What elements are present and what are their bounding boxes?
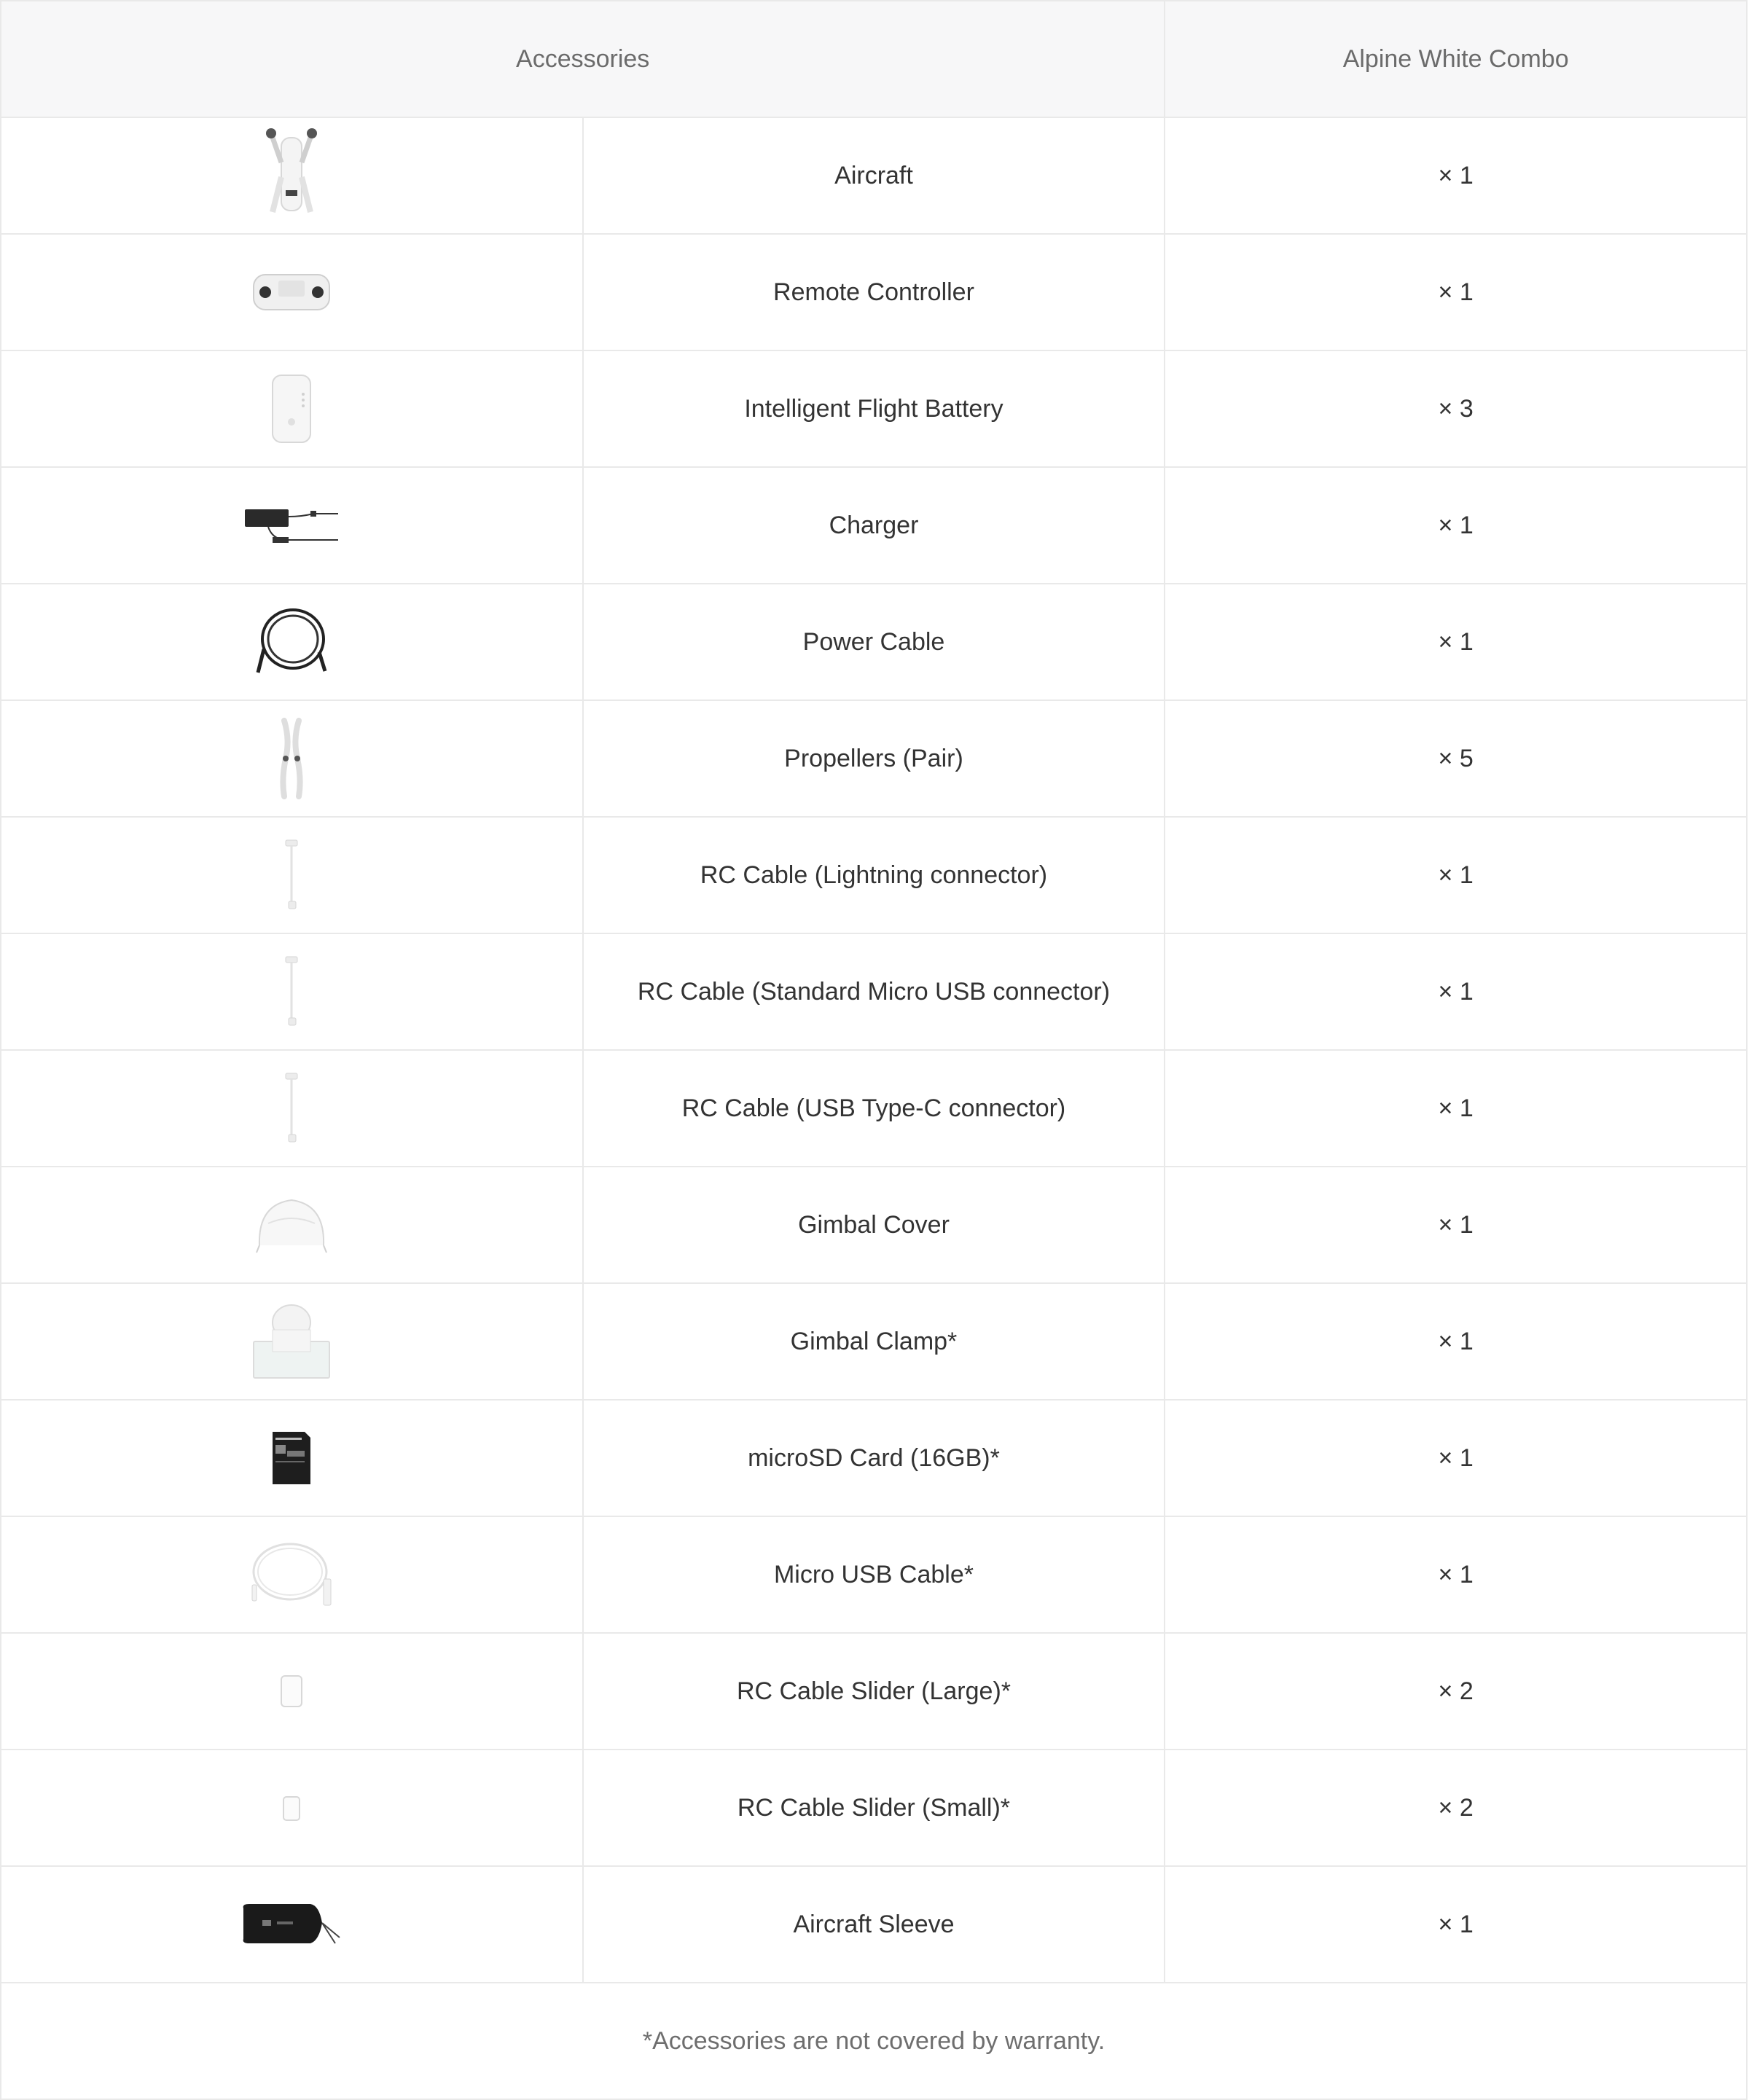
- item-quantity: × 1: [1165, 1516, 1747, 1633]
- cable-slider-large-icon: [279, 1674, 304, 1709]
- item-quantity: × 2: [1165, 1633, 1747, 1750]
- item-name: Power Cable: [583, 584, 1165, 700]
- table-row: [1, 467, 1747, 584]
- rc-cable-icon: [281, 839, 302, 912]
- table-header: [1, 1, 1747, 117]
- usb-cable-icon: [248, 1538, 335, 1611]
- table-body: [1, 117, 1747, 1983]
- aircraft-icon: [262, 126, 321, 225]
- microsd-card-icon: [270, 1429, 313, 1487]
- item-quantity: × 1: [1165, 467, 1747, 584]
- item-quantity: × 3: [1165, 350, 1747, 467]
- item-quantity: × 1: [1165, 584, 1747, 700]
- cable-slider-small-icon: [281, 1795, 302, 1822]
- item-quantity: × 5: [1165, 700, 1747, 817]
- table-row: [1, 1167, 1747, 1283]
- header-row: [1, 1, 1747, 117]
- item-quantity: × 1: [1165, 1400, 1747, 1516]
- item-name: RC Cable Slider (Small)*: [583, 1750, 1165, 1866]
- table-row: [1, 1400, 1747, 1516]
- item-image-cell: [1, 584, 583, 700]
- item-image-cell: [1, 700, 583, 817]
- item-quantity: × 1: [1165, 1050, 1747, 1167]
- table-row: [1, 1750, 1747, 1866]
- item-name: RC Cable Slider (Large)*: [583, 1633, 1165, 1750]
- item-name: RC Cable (Standard Micro USB connector): [583, 933, 1165, 1050]
- item-image-cell: [1, 817, 583, 933]
- item-quantity: × 1: [1165, 817, 1747, 933]
- item-name: RC Cable (USB Type-C connector): [583, 1050, 1165, 1167]
- item-name: Propellers (Pair): [583, 700, 1165, 817]
- rc-cable-icon: [281, 955, 302, 1028]
- table-row: [1, 1633, 1747, 1750]
- aircraft-sleeve-icon: [240, 1901, 343, 1948]
- table-row: [1, 350, 1747, 467]
- item-image-cell: [1, 467, 583, 584]
- charger-icon: [243, 504, 340, 547]
- propellers-icon: [275, 718, 308, 799]
- item-name: Micro USB Cable*: [583, 1516, 1165, 1633]
- table-row: [1, 584, 1747, 700]
- table-row: [1, 1050, 1747, 1167]
- table-footer: [1, 1983, 1747, 2099]
- item-image-cell: [1, 1283, 583, 1400]
- power-cable-icon: [254, 606, 329, 678]
- item-quantity: × 1: [1165, 1167, 1747, 1283]
- item-image-cell: [1, 117, 583, 234]
- item-quantity: × 2: [1165, 1750, 1747, 1866]
- item-quantity: × 1: [1165, 1866, 1747, 1983]
- gimbal-cover-icon: [254, 1194, 329, 1255]
- item-name: RC Cable (Lightning connector): [583, 817, 1165, 933]
- item-image-cell: [1, 1750, 583, 1866]
- footer-row: [1, 1983, 1747, 2099]
- rc-cable-icon: [281, 1072, 302, 1145]
- item-name: Aircraft: [583, 117, 1165, 234]
- item-name: Gimbal Cover: [583, 1167, 1165, 1283]
- item-image-cell: [1, 1516, 583, 1633]
- warranty-note: *Accessories are not covered by warranty.: [1, 1983, 1747, 2099]
- item-name: Intelligent Flight Battery: [583, 350, 1165, 467]
- item-image-cell: [1, 1050, 583, 1167]
- table-row: [1, 933, 1747, 1050]
- item-image-cell: [1, 1633, 583, 1750]
- gimbal-clamp-icon: [251, 1301, 332, 1382]
- item-name: Charger: [583, 467, 1165, 584]
- item-image-cell: [1, 234, 583, 350]
- table-row: [1, 817, 1747, 933]
- item-name: Gimbal Clamp*: [583, 1283, 1165, 1400]
- item-name: Aircraft Sleeve: [583, 1866, 1165, 1983]
- item-image-cell: [1, 1866, 583, 1983]
- item-quantity: × 1: [1165, 933, 1747, 1050]
- battery-icon: [268, 372, 315, 445]
- accessories-column-header: Accessories: [1, 1, 1165, 117]
- table-row: [1, 1866, 1747, 1983]
- item-quantity: × 1: [1165, 234, 1747, 350]
- table-row: [1, 234, 1747, 350]
- table-row: [1, 700, 1747, 817]
- item-quantity: × 1: [1165, 117, 1747, 234]
- table-row: [1, 1283, 1747, 1400]
- item-name: microSD Card (16GB)*: [583, 1400, 1165, 1516]
- item-image-cell: [1, 933, 583, 1050]
- table-row: [1, 1516, 1747, 1633]
- item-image-cell: [1, 1400, 583, 1516]
- item-name: Remote Controller: [583, 234, 1165, 350]
- item-image-cell: [1, 1167, 583, 1283]
- item-quantity: × 1: [1165, 1283, 1747, 1400]
- item-image-cell: [1, 350, 583, 467]
- combo-column-header: Alpine White Combo: [1165, 1, 1747, 117]
- remote-controller-icon: [251, 269, 332, 316]
- table-row: [1, 117, 1747, 234]
